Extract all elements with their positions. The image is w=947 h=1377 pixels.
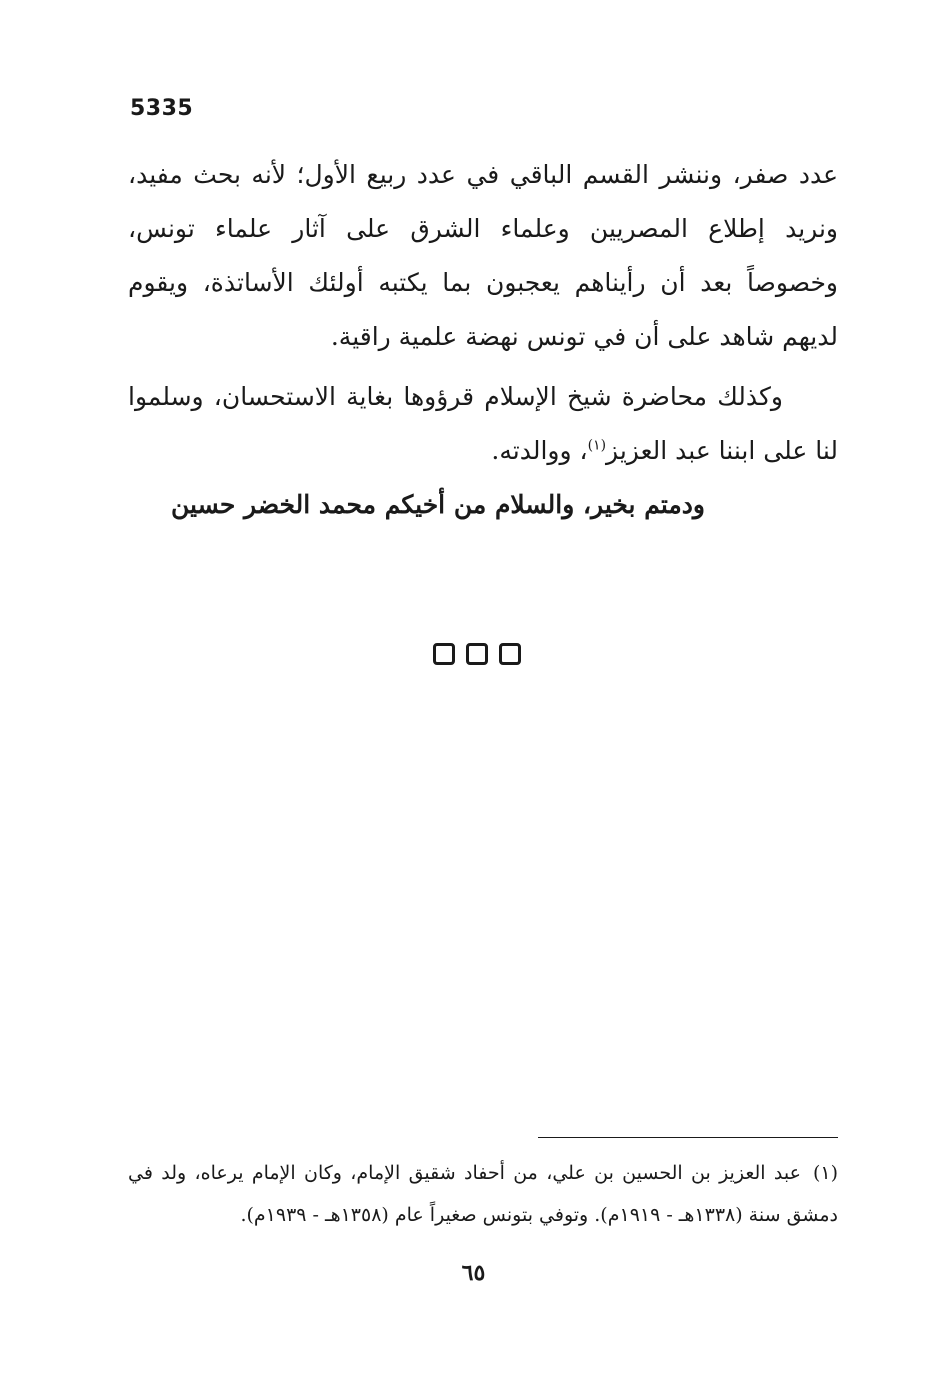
square-ornament-icon [499, 643, 521, 665]
square-ornament-icon [433, 643, 455, 665]
section-ornament [433, 643, 521, 665]
paragraph-2-text: وكذلك محاضرة شيخ الإسلام قرؤوها بغاية الاستحسان، وسلموا لنا على ابننا عبد العزيز [128, 382, 838, 465]
footnote-divider [538, 1137, 838, 1138]
body-text [128, 148, 838, 478]
paragraph-1: عدد صفر، وننشر القسم الباقي في عدد ربيع الأول؛ لأنه بحث مفيد، ونريد إطلاع المصريين وعلماء الشرق على آثار علماء تونس، وخصوصاً بعد أن رأيناهم يعجبون بما يكتبه أولئك الأساتذة، ويقوم لديهم شاهد على أن في تونس نهضة علمية راقية. [128, 160, 838, 351]
page-code: 5335 [130, 96, 194, 121]
closing-signature: ودمتم بخير، والسلام من أخيكم محمد الخضر حسين [171, 490, 705, 519]
square-ornament-icon [466, 643, 488, 665]
page-number: ٦٥ [461, 1260, 486, 1286]
footnote-marker: (١) [812, 1162, 838, 1184]
footnote-text: عبد العزيز بن الحسين بن علي، من أحفاد شقيق الإمام، وكان الإمام يرعاه، ولد في دمشق سنة (١٣٣٨هـ - ١٩١٩م). وتوفي بتونس صغيراً عام (١٣٥٨هـ - ١٩٣٩م). [128, 1162, 838, 1226]
paragraph-2 [128, 370, 838, 478]
footnote-1 [128, 1152, 838, 1236]
paragraph-2-tail: ، ووالدته. [491, 436, 588, 465]
footnotes [128, 1152, 838, 1236]
footnote-reference[interactable]: (١) [587, 437, 607, 454]
